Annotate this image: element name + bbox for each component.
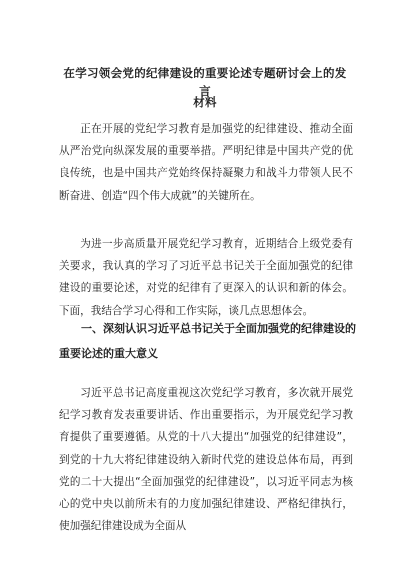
section-heading-1: 一、深刻认识习近平总书记关于全面加强党的纪律建设的重要论述的重大意义 (59, 322, 356, 360)
paragraph-section-1: 习近平总书记高度重视这次党纪学习教育，多次就开展党纪学习教育发表重要讲话、作出重要指示，为开展党纪学习教育提供了重要遵循。从党的十八大提出“加强党的纪律建设”，到党的十九大将纪律建设纳入新时代党的建设总体布局，再到党的二十大提出“全面加强党的纪律建设”，以习近平同志为核心的党中央以前所未有的力度加强纪律建设、严格纪律执行，使加强纪律建设成为全面从 (59, 387, 353, 533)
paragraph-purpose: 为进一步高质量开展党纪学习教育，近期结合上级党委有关要求，我认真的学习了习近平总书记关于全面加强党的纪律建设的重要论述，对党的纪律有了更深入的认识和新的体会。下面，我结合学习心得和工作实际，谈几点思想体会。 (59, 238, 353, 317)
document-title-line-2: 材料 (193, 95, 217, 109)
document-title-line-1: 在学习领会党的纪律建设的重要论述专题研讨会上的发言 (63, 66, 347, 98)
paragraph-intro: 正在开展的党纪学习教育是加强党的纪律建设、推动全面从严治党向纵深发展的重要举措。严明纪律是中国共产党的优良传统，也是中国共产党始终保持凝聚力和战斗力带领人民不断奋进、创造“四个伟大成就”的关键所在。 (59, 123, 353, 202)
